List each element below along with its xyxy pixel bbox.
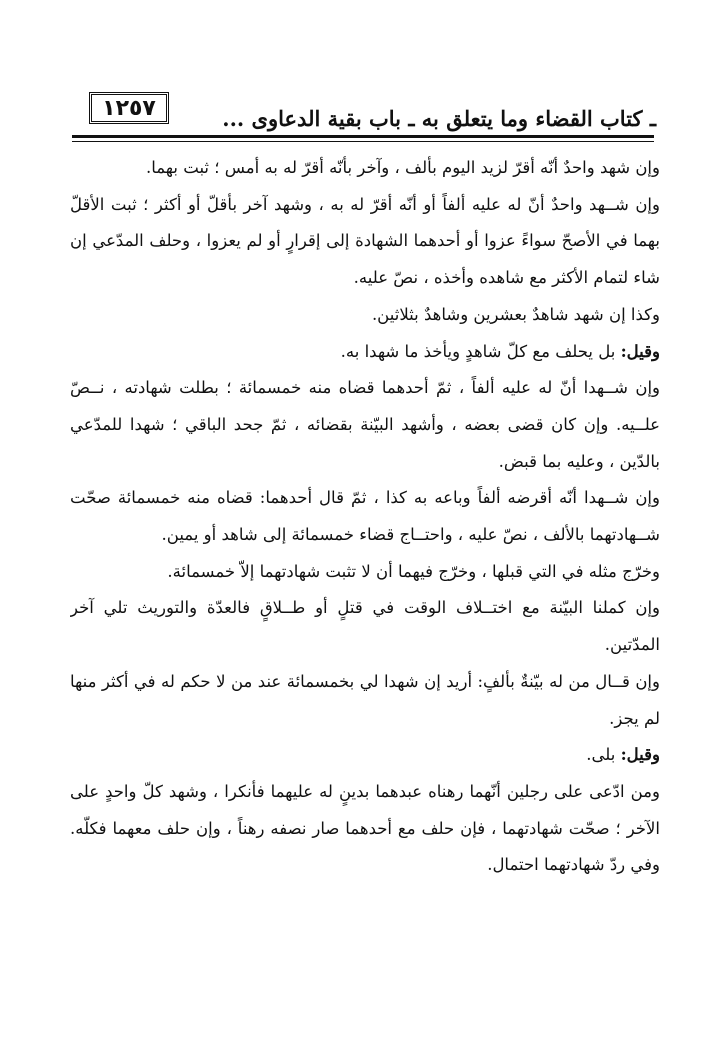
page-number: ١٢٥٧: [89, 92, 169, 124]
paragraph: وخرّج مثله في التي قبلها ، وخرّج فيهما أن لا تثبت شهادتهما إلاّ خمسمائة.: [167, 561, 660, 581]
page-body: [70, 150, 660, 1045]
header-divider: [72, 135, 654, 138]
qila-text: بل يحلف مع كلّ شاهدٍ ويأخذ ما شهدا به.: [340, 341, 621, 361]
qila-label: وقيل:: [620, 745, 660, 765]
qila-paragraph: [70, 334, 660, 371]
qila-label: وقيل:: [620, 341, 660, 361]
header-divider-thin: [72, 141, 654, 142]
running-header-title: ـ كتاب القضاء وما يتعلق به ـ باب بقية الدعاوى ...: [222, 106, 656, 131]
paragraph: وكذا إن شهد شاهدٌ بعشرين وشاهدٌ بثلاثين.: [371, 304, 660, 324]
paragraph: وإن شهد واحدٌ أنّه أقرّ لزيد اليوم بألف ، وآخر بأنّه أقرّ له به أمس ؛ ثبت بهما.: [146, 158, 660, 177]
qila-paragraph: [70, 737, 660, 774]
paragraph: وإن كملنا البيّنة مع اختــلاف الوقت في قتلٍ أو طــلاقٍ فالعدّة والتوريث تلي آخر المدّتين.: [70, 598, 660, 655]
paragraph: وإن شــهد واحدٌ أنّ له عليه ألفاً أو أنّه أقرّ له به ، وشهد آخر بأقلّ أو أكثر ؛ ثبت الأقلّ بهما في الأصحّ سواءً عزوا أو أحدهما الشهادة إلى إقرارٍ أو لم يعزوا ، وحلف المدّعي إن شاء لتمام الأكثر مع شاهده وأخذه ، نصّ عليه.: [70, 194, 660, 288]
qila-text: بلى.: [586, 745, 621, 765]
paragraph: وإن قــال من له بيّنةٌ بألفٍ: أريد إن شهدا لي بخمسمائة عند من لا حكم له في أكثر منها لم يجز.: [70, 671, 660, 728]
paragraph: وإن شــهدا أنّ له عليه ألفاً ، ثمّ أحدهما قضاه منه خمسمائة ؛ بطلت شهادته ، نــصّ علــيه. وإن كان قضى بعضه ، وأشهد البيّنة بقضائه ، ثمّ جحد الباقي ؛ شهدا للمدّعي بالدّين ، وعليه بما قبض.: [70, 378, 660, 471]
paragraph: ومن ادّعى على رجلين أنّهما رهناه عبدهما بدينٍ له عليهما فأنكرا ، وشهد كلّ واحدٍ على الآخر ؛ صحّت شهادتهما ، فإن حلف مع أحدهما صار نصفه رهناً ، وإن حلف معهما فكلّه. وفي ردّ شهادتهما احتمال.: [70, 781, 660, 875]
paragraph: وإن شــهدا أنّه أقرضه ألفاً وباعه به كذا ، ثمّ قال أحدهما: قضاه منه خمسمائة صحّت شــهادتهما بالألف ، نصّ عليه ، واحتــاج قضاء خمسمائة إلى شاهد أو يمين.: [70, 488, 660, 545]
